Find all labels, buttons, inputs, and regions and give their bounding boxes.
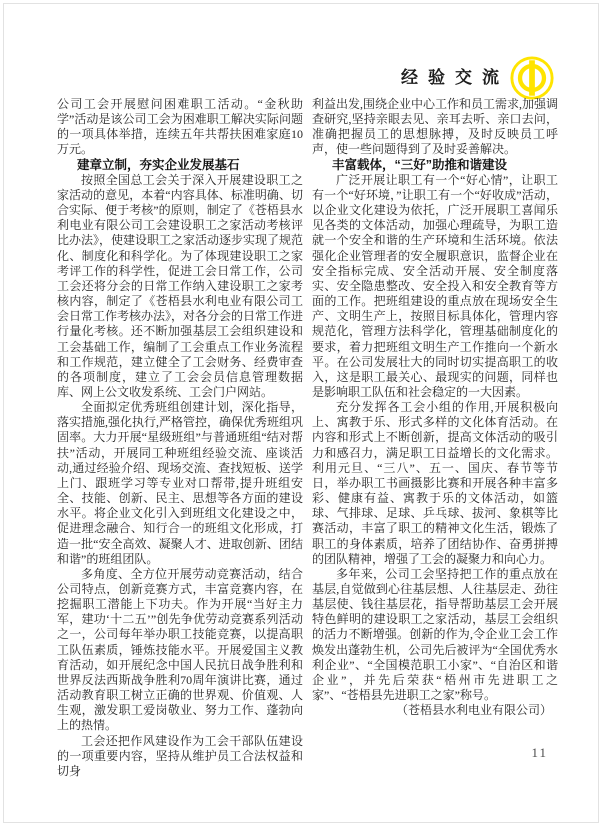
page-number: 11 (531, 745, 548, 760)
section-heading: 建章立制，夯实企业发展基石 (77, 157, 240, 172)
section-title: 经验交流 (401, 68, 509, 87)
paragraph: 充分发挥各工会小组的作用,开展积极向上、寓教于乐、形式多样的文化体育活动。在内容和形式上不断创新，提高文体活动的吸引力和感召力，满足职工日益增长的文化需求。利用元旦、“三八”、五一、国庆、春节等节日，举办职工书画摄影比赛和开展各种丰富多彩、健康有益、寓教于乐的文体活动，如篮球、气排球、足球、乒乓球、拔河、象棋等比赛活动，丰富了职工的精神文化生活，锻炼了职工的身体素质，培养了团结协作、奋勇拼搏的团队精神，增强了工会的凝聚力和向心力。 (312, 400, 558, 566)
paragraph: 公司工会开展慰问困难职工活动。“金秋助学”活动是该公司工会为困难职工解决实际问题的一项具体举措，连续五年共帮扶困难家庭10万元。 (57, 97, 303, 157)
attribution: （苍梧县水利电业有限公司） (395, 703, 552, 718)
paragraph: 全面拟定优秀班组创建计划，深化指导，落实措施,强化执行,严格管控，确保优秀班组巩固率。大力开展“星级班组”与普通班组“结对帮扶”活动，开展同工种班组经验交流、座谈活动,通过经验介绍、现场交流、查找短板、送学上门、跟班学习等专业对口帮带,提升班组安全、技能、创新、民主、思想等各方面的建设水平。将企业文化引入到班组文化建设之中，促进理念融合、知行合一的班组文化形成，打造一批“安全高效、凝聚人才、进取创新、团结和谐”的班组团队。 (57, 400, 304, 566)
paragraph: 多年来，公司工会坚持把工作的重点放在基层,自觉做到心往基层想、人往基层走、劲往基层使、钱往基层花，指导帮助基层工会开展特色鲜明的建设职工之家活动，基层工会组织的活力不断增强。创新的作为,令企业工会工作焕发出蓬勃生机，公司先后被评为“全国优秀水利企业”、“全国模范职工小家”、“自治区和谐企业”，并先后荣获“梧州市先进职工之家”、“苍梧县先进职工之家”称号。 (312, 566, 558, 703)
page-header (401, 55, 555, 101)
paragraph: 多角度、全方位开展劳动竞赛活动，结合公司特点，创新竞赛方式，丰富竞赛内容，在挖掘职工潜能上下功夫。作为开展“当好主力军，建功‘十二五’”创先争优劳动竞赛系列活动之一，公司每年举办职工技能竞赛，以提高职工队伍素质，锤炼技能水平。开展爱国主义教育活动，如开展纪念中国人民抗日战争胜利和世界反法西斯战争胜利70周年演讲比赛，通过活动教育职工树立正确的世界观、价值观、人生观，激发职工爱岗敬业、努力工作、蓬勃向上的热情。 (57, 566, 303, 733)
paragraph: 按照全国总工会关于深入开展建设职工之家活动的意见，本着“内容具体、标准明确、切合实际、便于考核”的原则，制定了《苍梧县水利电业有限公司工会建设职工之家活动考核评比办法》，使建设职工之家活动逐步实现了规范化、制度化和科学化。为了体现建设职工之家考评工作的科学性，促进工会日常工作，公司工会还将分会的日常工作纳入建设职工之家考核内容，制定了《苍梧县水利电业有限公司工会日常工作考核办法》，对各分会的日常工作进行量化考核。还不断加强基层工会组织建设和工会基础工作，编制了工会重点工作业务流程和工作规范，建立健全了工会财务、经费审查的各项制度，建立了工会会员信息管理数据库、网上公文收发系统、工会门户网站。 (57, 172, 304, 399)
section-heading: 丰富载体，“三好”助推和谐建设 (332, 157, 508, 172)
paragraph: 工会还把作风建设作为工会干部队伍建设的一项重要内容，坚持从维护员工合法权益和切身 (57, 733, 303, 778)
column-right (312, 97, 558, 779)
paragraph: 利益出发,围绕企业中心工作和员工需求,加强调查研究,坚持亲眼去见、亲耳去听、亲口去问，准确把握员工的思想脉搏，及时反映员工呼声，使一些问题得到了及时妥善解决。 (312, 97, 559, 157)
paragraph: 广泛开展让职工有一个“好心情”，让职工有一个“好环境，”让职工有一个“好收成”活动，以企业文化建设为依托，广泛开展职工喜闻乐见各类的文体活动，加强心理疏导，为职工造就一个安全和谐的生产环境和生活环境。依法强化企业管理者的安全履职意识，监督企业在安全指标完成、安全活动开展、安全制度落实、安全隐患整改、安全投入和安全教育等方面的工作。把班组建设的重点放在现场安全生产、文明生产上，按照目标具体化，管理内容规范化，管理方法科学化，管理基础制度化的要求，着力把班组文明生产工作推向一个新水平。在公司发展壮大的同时切实提高职工的收入，这是职工最关心、最现实的问题，同样也是影响职工队伍和社会稳定的一大因素。 (312, 172, 558, 399)
article-body (57, 97, 558, 779)
column-left (57, 97, 303, 779)
trade-union-logo-icon (509, 55, 555, 101)
